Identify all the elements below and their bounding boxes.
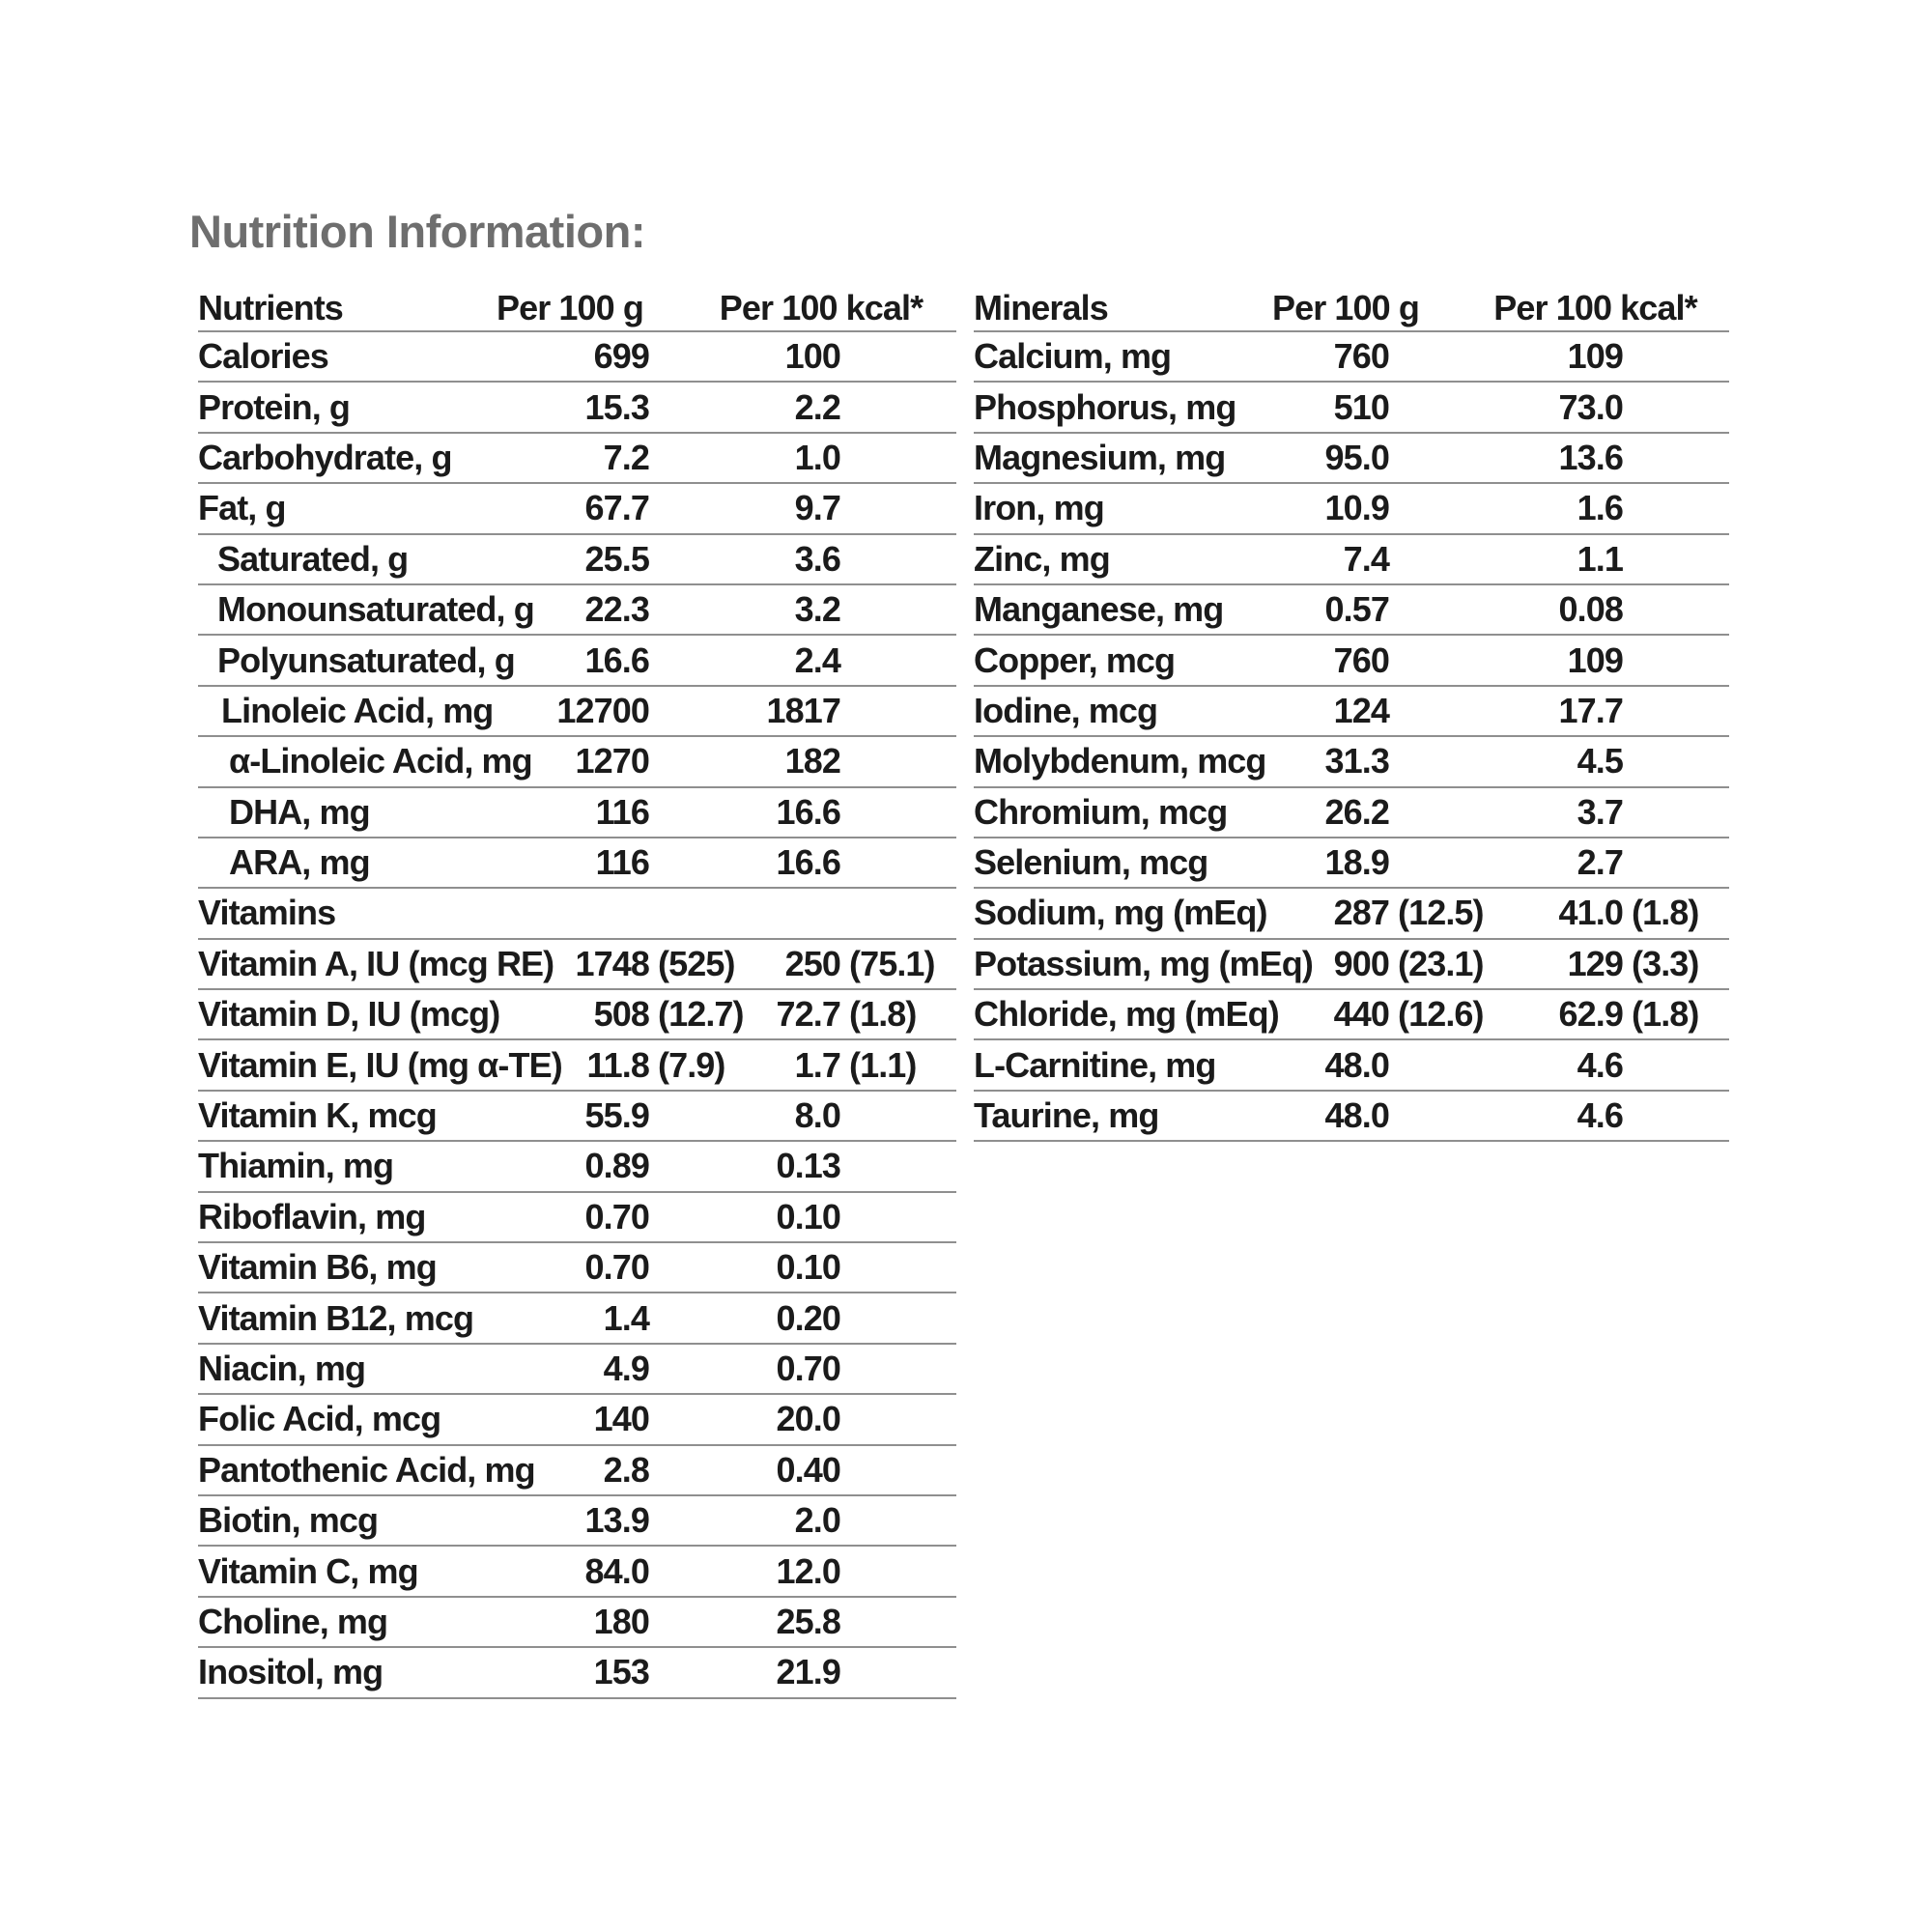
nutrient-label: Manganese, mg bbox=[974, 589, 1224, 630]
table-row bbox=[198, 1496, 956, 1547]
table-row bbox=[198, 1142, 956, 1192]
table-row bbox=[198, 535, 956, 585]
per-100kcal-value: 0.13 bbox=[776, 1146, 840, 1186]
per-100g-value: 67.7 bbox=[584, 488, 649, 528]
per-100g-value: 26.2 bbox=[1324, 791, 1389, 832]
nutrient-label: Copper, mcg bbox=[974, 639, 1176, 680]
per-100g-paren: (7.9) bbox=[658, 1044, 725, 1085]
per-100g-value: 1.4 bbox=[603, 1297, 649, 1338]
per-100g-value: 153 bbox=[593, 1652, 649, 1692]
per-100kcal-paren: (1.8) bbox=[1632, 893, 1699, 933]
per-100g-value: 55.9 bbox=[584, 1095, 649, 1136]
column-header-per-100g: Per 100 g bbox=[1271, 287, 1419, 327]
per-100g-paren: (12.5) bbox=[1398, 893, 1484, 933]
per-100g-value: 699 bbox=[593, 336, 649, 377]
per-100kcal-value: 72.7 bbox=[776, 994, 840, 1035]
table-row bbox=[974, 1092, 1729, 1142]
per-100kcal-value: 16.6 bbox=[776, 791, 840, 832]
per-100kcal-value: 0.70 bbox=[776, 1349, 840, 1388]
per-100g-value: 16.6 bbox=[584, 639, 649, 680]
nutrient-label: Iron, mg bbox=[974, 488, 1104, 528]
table-row bbox=[198, 636, 956, 686]
per-100kcal-value: 3.2 bbox=[794, 589, 840, 630]
nutrient-label: Calories bbox=[198, 336, 328, 377]
nutrient-label: Saturated, g bbox=[217, 538, 409, 579]
table-row bbox=[198, 1395, 956, 1445]
per-100kcal-value: 0.10 bbox=[776, 1247, 840, 1288]
per-100g-value: 22.3 bbox=[584, 589, 649, 630]
table-row bbox=[198, 383, 956, 433]
nutrient-label: Carbohydrate, g bbox=[198, 437, 452, 477]
per-100g-paren: (12.7) bbox=[658, 994, 744, 1035]
per-100g-value: 287 bbox=[1333, 893, 1389, 933]
nutrient-label: Inositol, mg bbox=[198, 1652, 384, 1692]
per-100kcal-value: 109 bbox=[1567, 639, 1623, 680]
per-100kcal-paren: (3.3) bbox=[1632, 943, 1699, 983]
nutrient-label: Vitamin K, mcg bbox=[198, 1095, 437, 1136]
table-row bbox=[974, 990, 1729, 1040]
nutrient-label: Linoleic Acid, mg bbox=[221, 690, 494, 730]
per-100kcal-paren: (1.8) bbox=[1632, 994, 1699, 1035]
table-row bbox=[974, 737, 1729, 787]
nutrient-label: Fat, g bbox=[198, 488, 286, 528]
table-row bbox=[198, 1092, 956, 1142]
table-row bbox=[974, 585, 1729, 636]
nutrient-label: Vitamin B12, mcg bbox=[198, 1297, 474, 1338]
nutrient-label: Potassium, mg (mEq) bbox=[974, 943, 1313, 983]
per-100kcal-value: 21.9 bbox=[776, 1652, 840, 1692]
per-100kcal-value: 13.6 bbox=[1558, 437, 1623, 477]
per-100kcal-value: 2.2 bbox=[794, 386, 840, 427]
table-row bbox=[198, 1648, 956, 1698]
table-row bbox=[974, 687, 1729, 737]
per-100g-value: 15.3 bbox=[584, 386, 649, 427]
per-100kcal-value: 4.6 bbox=[1577, 1095, 1623, 1136]
nutrient-label: Iodine, mcg bbox=[974, 690, 1158, 730]
per-100g-paren: (23.1) bbox=[1398, 943, 1484, 983]
nutrient-label: Pantothenic Acid, mg bbox=[198, 1449, 535, 1490]
table-row bbox=[198, 1040, 956, 1091]
per-100kcal-value: 2.4 bbox=[794, 639, 840, 680]
nutrient-label: Zinc, mg bbox=[974, 538, 1110, 579]
per-100kcal-value: 182 bbox=[784, 741, 840, 781]
nutrient-label: Vitamin E, IU (mg α-TE) bbox=[198, 1044, 562, 1085]
per-100kcal-value: 12.0 bbox=[776, 1550, 840, 1591]
per-100g-value: 180 bbox=[593, 1601, 649, 1641]
nutrient-label: Thiamin, mg bbox=[198, 1146, 394, 1186]
per-100g-value: 116 bbox=[595, 842, 649, 883]
per-100kcal-value: 0.08 bbox=[1558, 589, 1623, 630]
per-100g-value: 760 bbox=[1333, 639, 1389, 680]
per-100g-value: 510 bbox=[1333, 386, 1389, 427]
per-100kcal-paren: (1.8) bbox=[849, 994, 917, 1035]
nutrients-table-body bbox=[198, 332, 956, 1699]
nutrient-label: L-Carnitine, mg bbox=[974, 1044, 1216, 1085]
per-100g-value: 10.9 bbox=[1324, 488, 1389, 528]
nutrient-label: Selenium, mcg bbox=[974, 842, 1208, 883]
per-100kcal-value: 73.0 bbox=[1558, 386, 1623, 427]
per-100g-value: 1748 bbox=[575, 943, 649, 983]
table-row bbox=[198, 332, 956, 383]
per-100g-value: 13.9 bbox=[584, 1500, 649, 1541]
column-header-per-100g: Per 100 g bbox=[496, 287, 643, 327]
per-100g-value: 84.0 bbox=[584, 1550, 649, 1591]
per-100g-value: 1270 bbox=[575, 741, 649, 781]
nutrient-label: Vitamin B6, mg bbox=[198, 1247, 437, 1288]
per-100g-value: 18.9 bbox=[1324, 842, 1389, 883]
per-100kcal-value: 2.7 bbox=[1577, 842, 1623, 883]
per-100kcal-value: 3.7 bbox=[1577, 791, 1623, 832]
table-row bbox=[198, 737, 956, 787]
nutrient-label: Biotin, mcg bbox=[198, 1500, 379, 1541]
table-row bbox=[198, 1598, 956, 1648]
per-100g-value: 12700 bbox=[556, 690, 649, 730]
table-row bbox=[974, 940, 1729, 990]
table-row bbox=[198, 990, 956, 1040]
nutrient-label: Sodium, mg (mEq) bbox=[974, 893, 1267, 933]
minerals-table-body bbox=[974, 332, 1729, 1142]
per-100g-value: 0.57 bbox=[1324, 589, 1389, 630]
nutrient-label: Vitamins bbox=[198, 893, 336, 933]
nutrient-label: Calcium, mg bbox=[974, 336, 1172, 377]
per-100g-value: 31.3 bbox=[1324, 741, 1389, 781]
table-row bbox=[974, 484, 1729, 534]
table-row bbox=[198, 838, 956, 889]
table-row bbox=[974, 889, 1729, 939]
per-100g-value: 7.2 bbox=[603, 437, 649, 477]
table-row bbox=[198, 434, 956, 484]
nutrient-label: Polyunsaturated, g bbox=[217, 639, 515, 680]
per-100kcal-value: 1817 bbox=[766, 690, 840, 730]
table-row bbox=[198, 1446, 956, 1496]
per-100kcal-value: 20.0 bbox=[776, 1399, 840, 1439]
table-row bbox=[198, 687, 956, 737]
minerals-table bbox=[974, 285, 1729, 1142]
per-100kcal-value: 8.0 bbox=[794, 1095, 840, 1136]
per-100kcal-value: 4.5 bbox=[1577, 741, 1623, 781]
section-row bbox=[198, 889, 956, 939]
table-row bbox=[198, 1345, 956, 1395]
nutrient-label: Magnesium, mg bbox=[974, 437, 1226, 477]
per-100g-value: 760 bbox=[1333, 336, 1389, 377]
nutrients-table-header bbox=[198, 285, 956, 332]
per-100kcal-value: 62.9 bbox=[1558, 994, 1623, 1035]
table-row bbox=[198, 484, 956, 534]
table-row bbox=[198, 1243, 956, 1293]
nutrient-label: Chromium, mcg bbox=[974, 791, 1228, 832]
per-100g-value: 48.0 bbox=[1324, 1044, 1389, 1085]
per-100kcal-value: 109 bbox=[1567, 336, 1623, 377]
nutrient-label: Choline, mg bbox=[198, 1601, 388, 1641]
per-100kcal-value: 1.7 bbox=[794, 1044, 840, 1085]
per-100kcal-value: 4.6 bbox=[1577, 1044, 1623, 1085]
per-100kcal-value: 100 bbox=[784, 336, 840, 377]
per-100kcal-value: 0.40 bbox=[776, 1449, 840, 1490]
nutrient-label: Vitamin A, IU (mcg RE) bbox=[198, 943, 554, 983]
per-100kcal-value: 0.20 bbox=[776, 1297, 840, 1338]
per-100kcal-value: 25.8 bbox=[776, 1601, 840, 1641]
table-row bbox=[198, 1193, 956, 1243]
table-row bbox=[974, 838, 1729, 889]
per-100kcal-paren: (1.1) bbox=[849, 1044, 917, 1085]
per-100g-value: 900 bbox=[1333, 943, 1389, 983]
table-row bbox=[974, 788, 1729, 838]
per-100g-value: 2.8 bbox=[603, 1449, 649, 1490]
per-100g-value: 124 bbox=[1333, 690, 1389, 730]
per-100g-paren: (525) bbox=[658, 943, 735, 983]
table-row bbox=[974, 434, 1729, 484]
nutrients-table bbox=[198, 285, 956, 1699]
per-100kcal-value: 250 bbox=[784, 943, 840, 983]
table-row bbox=[974, 1040, 1729, 1091]
nutrient-label: ARA, mg bbox=[229, 842, 370, 883]
nutrient-label: Taurine, mg bbox=[974, 1095, 1159, 1136]
per-100g-value: 140 bbox=[593, 1399, 649, 1439]
minerals-table-header bbox=[974, 285, 1729, 332]
nutrient-label: Phosphorus, mg bbox=[974, 386, 1236, 427]
per-100g-value: 11.8 bbox=[586, 1044, 649, 1085]
nutrient-label: Molybdenum, mcg bbox=[974, 741, 1266, 781]
per-100kcal-value: 16.6 bbox=[776, 842, 840, 883]
table-row bbox=[974, 535, 1729, 585]
table-row bbox=[198, 1293, 956, 1344]
nutrient-label: Vitamin D, IU (mcg) bbox=[198, 994, 500, 1035]
per-100kcal-value: 1.6 bbox=[1577, 488, 1623, 528]
nutrient-label: Niacin, mg bbox=[198, 1349, 366, 1388]
per-100g-value: 0.70 bbox=[584, 1196, 649, 1236]
column-header-per-100kcal: Per 100 kcal* bbox=[1493, 287, 1697, 327]
per-100kcal-value: 41.0 bbox=[1558, 893, 1623, 933]
nutrient-label: Protein, g bbox=[198, 386, 351, 427]
per-100g-value: 116 bbox=[595, 791, 649, 832]
nutrient-label: Riboflavin, mg bbox=[198, 1196, 426, 1236]
per-100kcal-value: 1.1 bbox=[1577, 538, 1623, 579]
per-100kcal-value: 129 bbox=[1567, 943, 1623, 983]
per-100g-value: 7.4 bbox=[1343, 538, 1389, 579]
nutrient-label: Vitamin C, mg bbox=[198, 1550, 418, 1591]
per-100g-value: 0.89 bbox=[584, 1146, 649, 1186]
table-row bbox=[974, 332, 1729, 383]
nutrient-label: DHA, mg bbox=[229, 791, 370, 832]
column-header-nutrients: Nutrients bbox=[198, 287, 343, 327]
per-100g-paren: (12.6) bbox=[1398, 994, 1484, 1035]
table-row bbox=[198, 585, 956, 636]
per-100kcal-value: 0.10 bbox=[776, 1196, 840, 1236]
table-row bbox=[974, 636, 1729, 686]
page-title: Nutrition Information: bbox=[189, 206, 645, 257]
table-row bbox=[974, 383, 1729, 433]
nutrient-label: Folic Acid, mcg bbox=[198, 1399, 441, 1439]
per-100g-value: 48.0 bbox=[1324, 1095, 1389, 1136]
per-100kcal-value: 1.0 bbox=[794, 437, 840, 477]
per-100g-value: 508 bbox=[593, 994, 649, 1035]
per-100g-value: 4.9 bbox=[603, 1349, 649, 1388]
column-header-per-100kcal: Per 100 kcal* bbox=[719, 287, 923, 327]
table-row bbox=[198, 1547, 956, 1597]
table-row bbox=[198, 940, 956, 990]
per-100kcal-value: 3.6 bbox=[794, 538, 840, 579]
per-100g-value: 0.70 bbox=[584, 1247, 649, 1288]
column-header-minerals: Minerals bbox=[974, 287, 1108, 327]
nutrient-label: Monounsaturated, g bbox=[217, 589, 534, 630]
per-100g-value: 95.0 bbox=[1324, 437, 1389, 477]
per-100g-value: 25.5 bbox=[584, 538, 649, 579]
per-100kcal-value: 17.7 bbox=[1558, 690, 1623, 730]
nutrient-label: Chloride, mg (mEq) bbox=[974, 994, 1279, 1035]
per-100g-value: 440 bbox=[1333, 994, 1389, 1035]
table-row bbox=[198, 788, 956, 838]
nutrient-label: α-Linoleic Acid, mg bbox=[229, 741, 532, 781]
per-100kcal-value: 9.7 bbox=[794, 488, 840, 528]
per-100kcal-paren: (75.1) bbox=[849, 943, 935, 983]
per-100kcal-value: 2.0 bbox=[794, 1500, 840, 1541]
